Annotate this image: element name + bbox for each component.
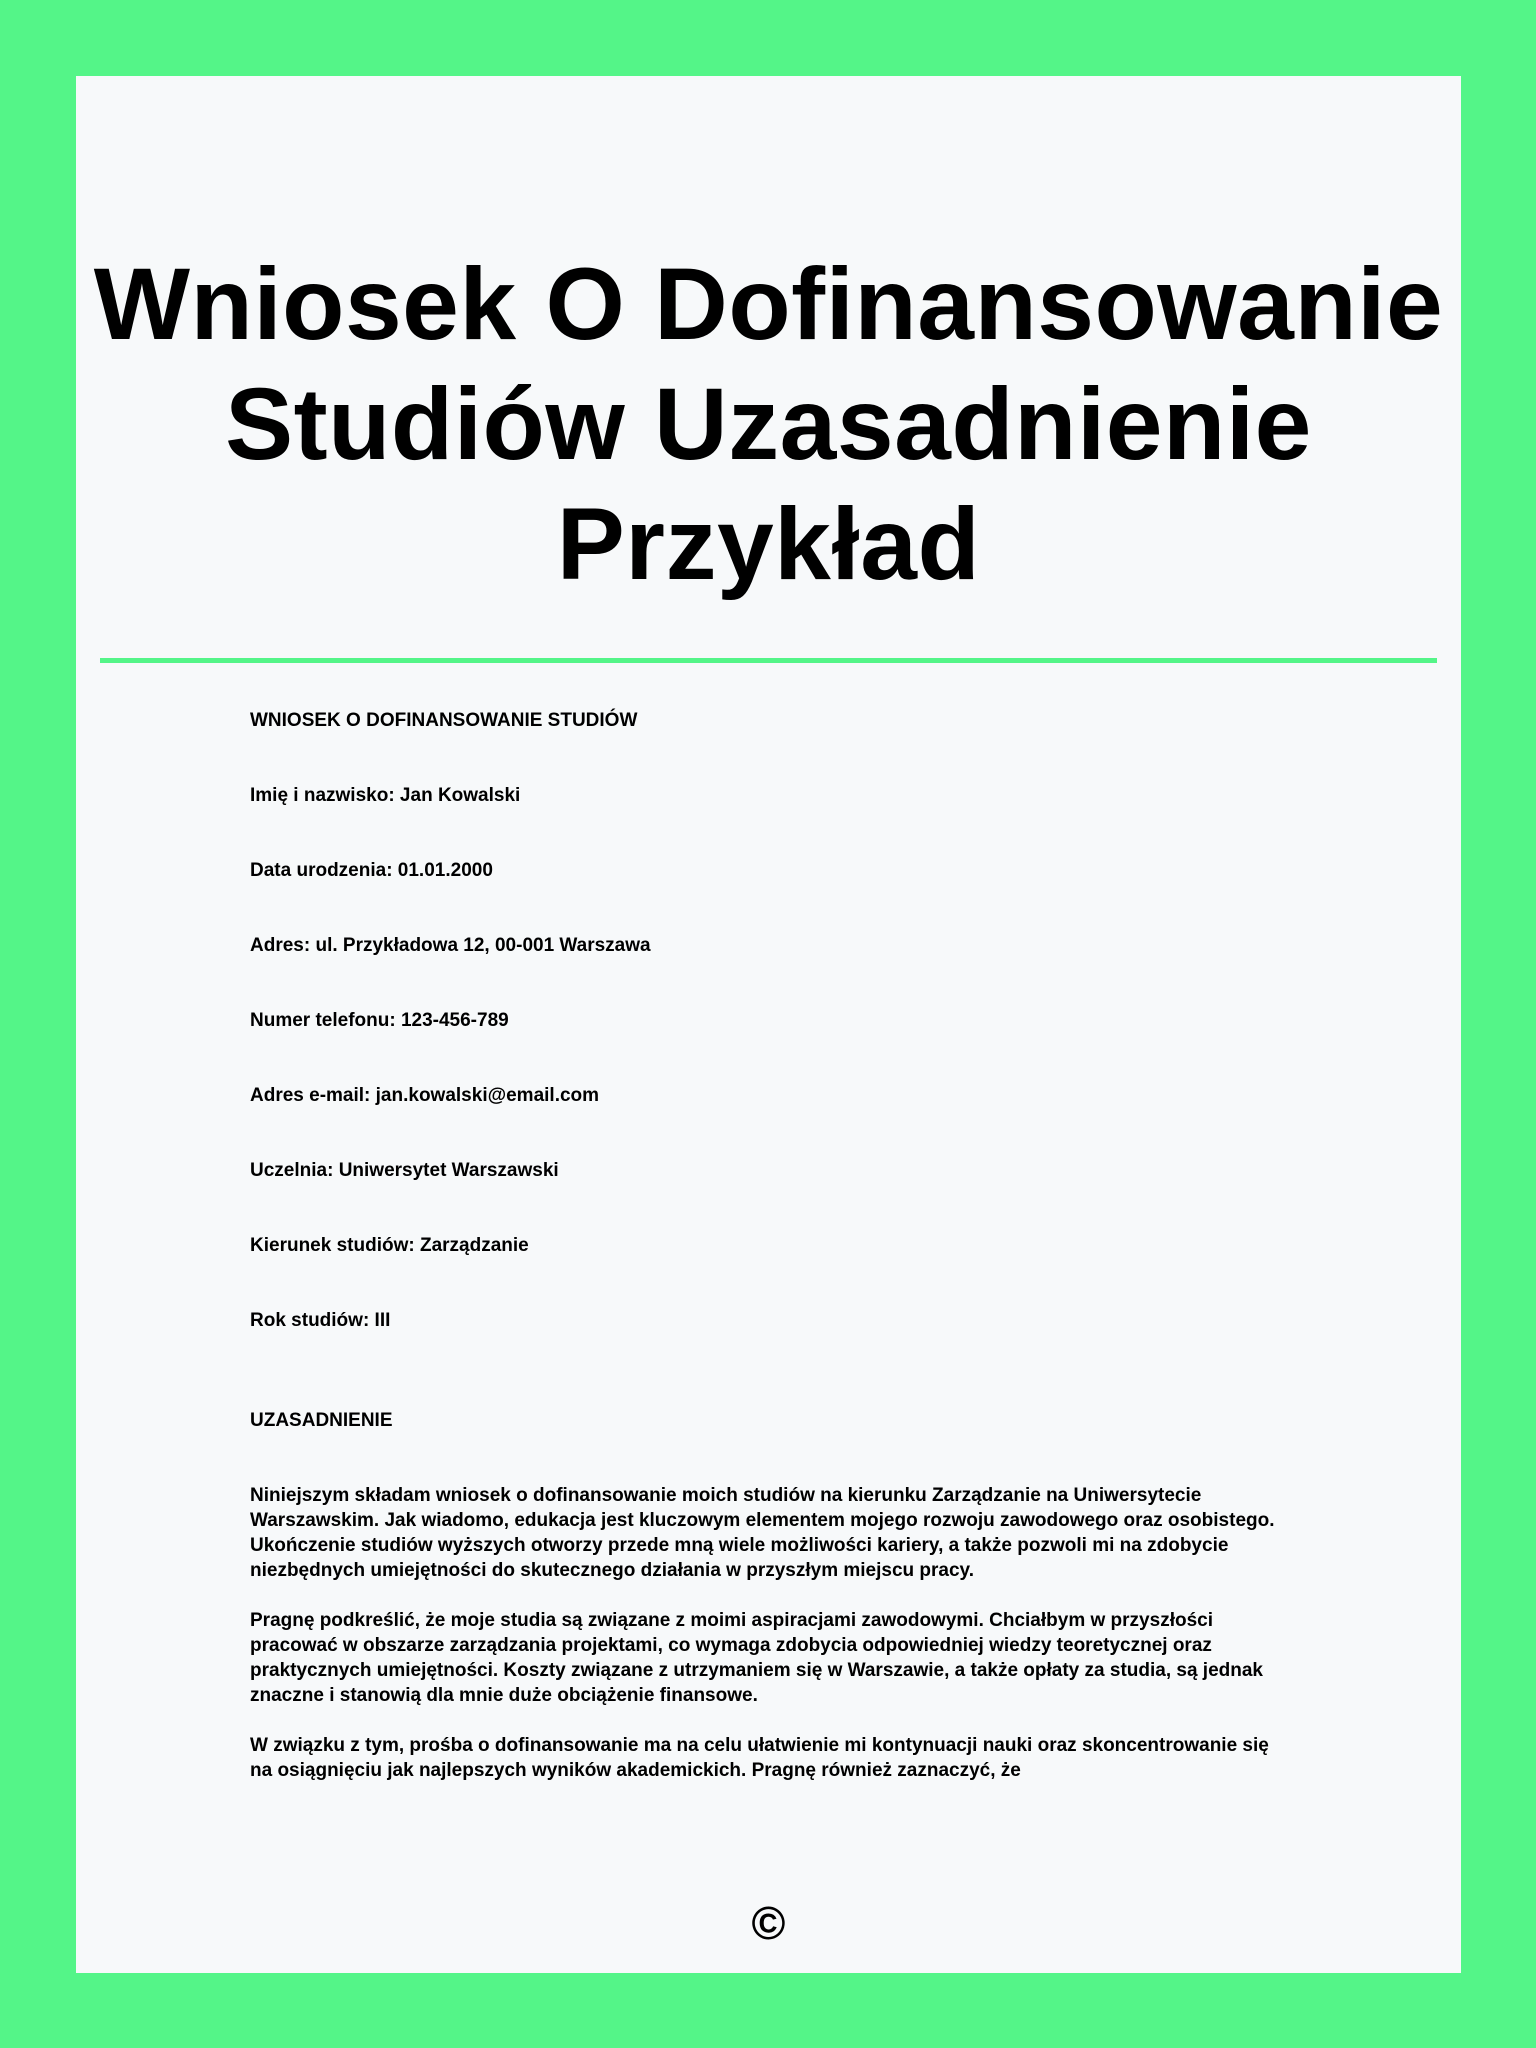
justification-paragraph-3: W związku z tym, prośba o dofinansowanie ma na celu ułatwienie mi kontynuacji nauki oraz skoncentrowanie się na osiągnięciu jak najlepszych wyników akademickich. Pragnę również zaznaczyć, że (250, 1735, 1269, 1781)
copyright-symbol: © (751, 1897, 786, 1949)
document-page (76, 76, 1461, 1973)
field-name: Imię i nazwisko: Jan Kowalski (250, 785, 521, 806)
title-divider (100, 658, 1437, 663)
field-address: Adres: ul. Przykładowa 12, 00-001 Warszawa (250, 935, 651, 956)
justification-paragraph-2: Pragnę podkreślić, że moje studia są związane z moimi aspiracjami zawodowymi. Chciałbym w przyszłości pracować w obszarze zarządzania projektami, co wymaga zdobycia odpowiedniej wiedzy teoretycznej oraz praktycznych umiejętności. Koszty związane z utrzymaniem się w Warszawie, a także opłaty za studia, są jednak znaczne i stanowią dla mnie duże obciążenie finansowe. (250, 1610, 1263, 1706)
justification-heading: UZASADNIENIE (250, 1410, 393, 1431)
justification-paragraph-1: Niniejszym składam wniosek o dofinansowanie moich studiów na kierunku Zarządzanie na Uniwersytecie Warszawskim. Jak wiadomo, edukacja jest kluczowym elementem mojego rozwoju zawodowego oraz osobistego. Ukończenie studiów wyższych otworzy przede mną wiele możliwości kariery, a także pozwoli mi na zdobycie niezbędnych umiejętności do skutecznego działania w przyszłym miejscu pracy. (250, 1485, 1275, 1581)
field-university: Uczelnia: Uniwersytet Warszawski (250, 1160, 559, 1181)
field-field-of-study: Kierunek studiów: Zarządzanie (250, 1235, 529, 1256)
field-phone: Numer telefonu: 123-456-789 (250, 1010, 509, 1031)
section-heading: WNIOSEK O DOFINANSOWANIE STUDIÓW (250, 710, 638, 731)
field-email: Adres e-mail: jan.kowalski@email.com (250, 1085, 600, 1106)
field-birthdate: Data urodzenia: 01.01.2000 (250, 860, 493, 881)
page-title: Wniosek O Dofinansowanie Studiów Uzasadnienie Przykład (93, 247, 1444, 601)
field-year-of-study: Rok studiów: III (250, 1310, 391, 1331)
